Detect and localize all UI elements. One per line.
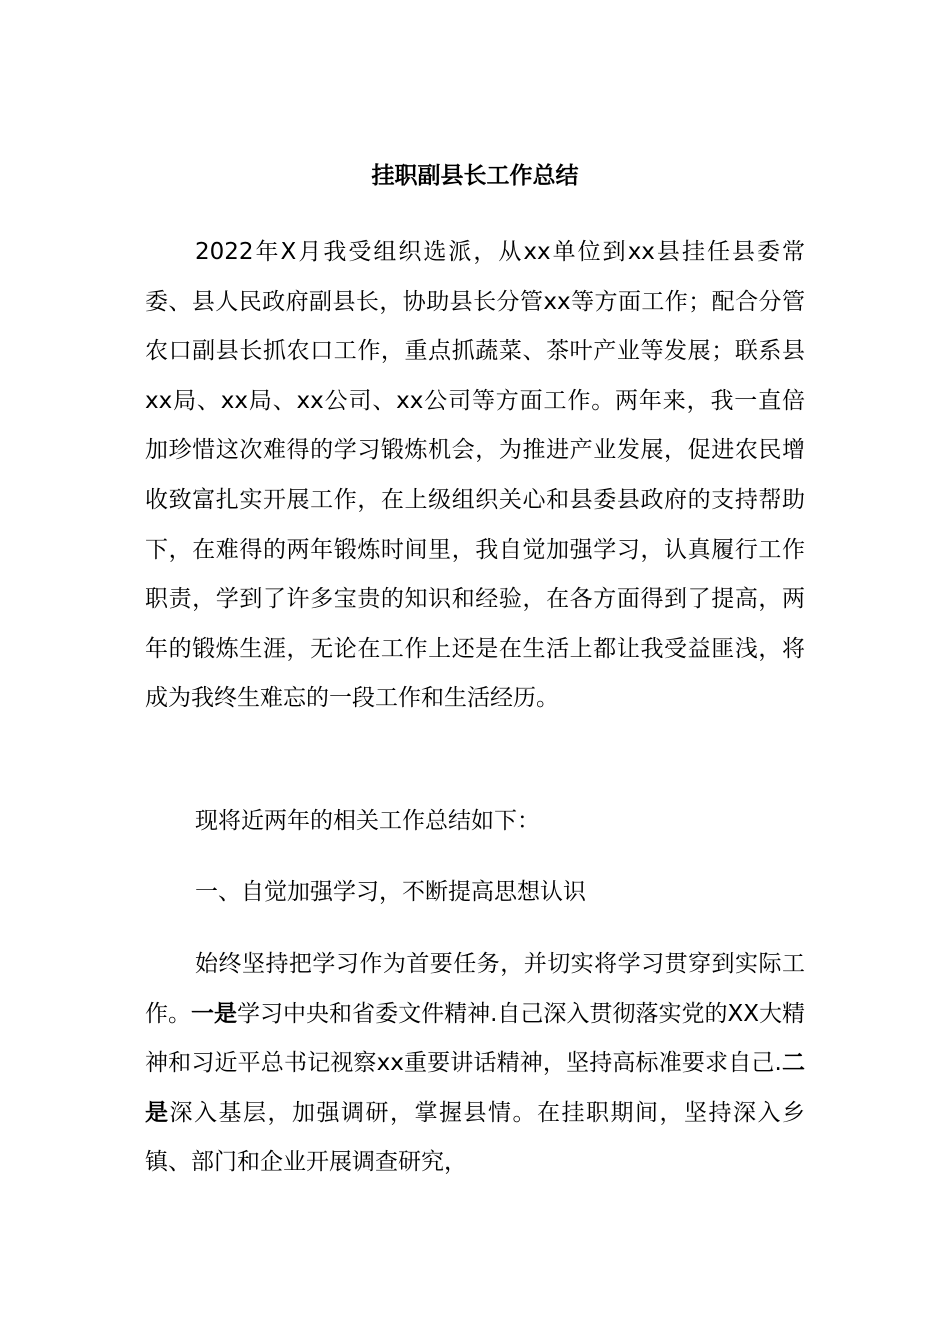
document-title: 挂职副县长工作总结 [371,163,579,189]
paragraph-study-text-2: 学习中央和省委文件精神.自己深入贯彻落实党的XX大精神和习近平总书记视察xx重要讲话精神，坚持高标准要求自己. [145,1000,806,1077]
section-heading-1: 一、自觉加强学习，不断提高思想认识 [195,879,586,905]
paragraph-intro: 2022年X月我受组织选派，从xx单位到xx县挂任县委常委、县人民政府副县长，协助县长分管xx等方面工作；配合分管农口副县长抓农口工作，重点抓蔬菜、茶叶产业等发展；联系县xx局、xx局、xx公司、xx公司等方面工作。两年来，我一直倍加珍惜这次难得的学习锻炼机会，为推进产业发展，促进农民增收致富扎实开展工作，在上级组织关心和县委县政府的支持帮助下，在难得的两年锻炼时间里，我自觉加强学习，认真履行工作职责，学到了许多宝贵的知识和经验，在各方面得到了提高，两年的锻炼生涯，无论在工作上还是在生活上都让我受益匪浅，将成为我终生难忘的一段工作和生活经历。 [145,239,805,712]
point-one-label: 一是 [191,1000,238,1027]
paragraph-study [145,940,805,1188]
paragraph-study-text-3: 深入基层，加强调研，掌握县情。在挂职期间，坚持深入乡镇、部门和企业开展调查研究， [145,1099,805,1176]
point-two-label: 二是 [145,1050,805,1126]
paragraph-summary-lead: 现将近两年的相关工作总结如下： [195,808,540,834]
paragraph-study-text-1: 始终坚持把学习作为首要任务，并切实将学习贯穿到实际工作。 [145,951,805,1027]
